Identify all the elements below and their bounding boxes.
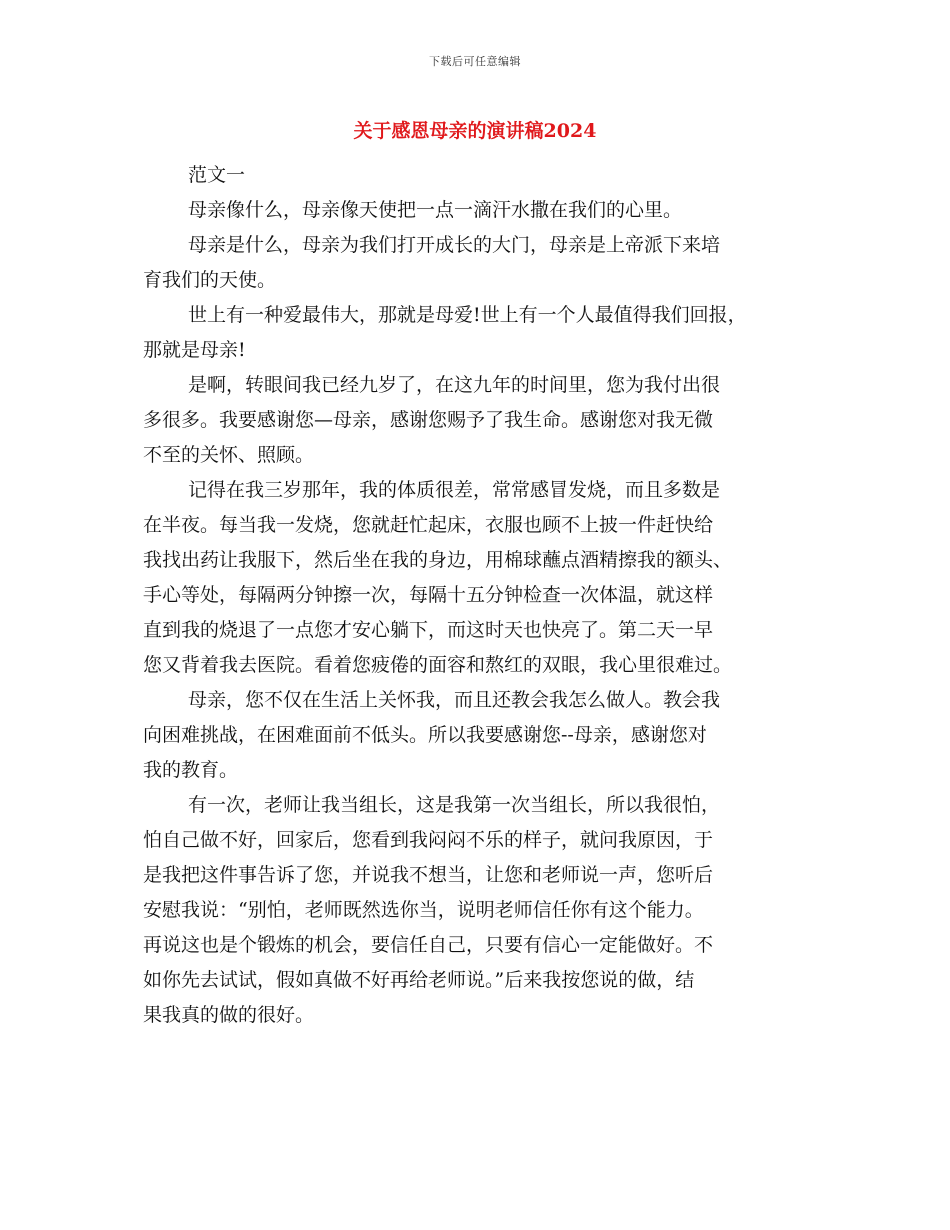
text-line: 多很多。我要感谢您—母亲，感谢您赐予了我生命。感谢您对我无微 [143, 409, 714, 431]
text-line: 是啊，转眼间我已经九岁了，在这九年的时间里，您为我付出很 [188, 374, 721, 396]
text-line: 母亲像什么，母亲像天使把一点一滴汗水撒在我们的心里。 [188, 199, 683, 221]
text-line: 果我真的做的很好。 [143, 1004, 315, 1026]
text-line: 安慰我说：“别怕，老师既然选你当，说明老师信任你有这个能力。 [143, 899, 704, 921]
text-line: 我的教育。 [143, 759, 239, 781]
text-line: 母亲是什么，母亲为我们打开成长的大门，母亲是上帝派下来培 [188, 234, 721, 256]
text-line: 直到我的烧退了一点您才安心躺下，而这时天也快亮了。第二天一早 [143, 619, 714, 641]
text-line: 是我把这件事告诉了您，并说我不想当，让您和老师说一声，您听后 [143, 864, 714, 886]
document-body [143, 158, 815, 1033]
document-title: 关于感恩母亲的演讲稿2024 [353, 120, 597, 142]
text-line: 在半夜。每当我一发烧，您就赶忙起床，衣服也顾不上披一件赶快给 [143, 514, 714, 536]
text-line: 再说这也是个锻炼的机会，要信任自己，只要有信心一定能做好。不 [143, 934, 714, 956]
page-header: 下载后可任意编辑 [429, 55, 521, 68]
text-line: 记得在我三岁那年，我的体质很差，常常感冒发烧，而且多数是 [188, 479, 721, 501]
text-line: 那就是母亲! [143, 339, 246, 361]
text-line: 您又背着我去医院。看着您疲倦的面容和熬红的双眼，我心里很难过。 [143, 654, 733, 676]
text-line: 母亲，您不仅在生活上关怀我，而且还教会我怎么做人。教会我 [188, 689, 721, 711]
text-line: 怕自己做不好，回家后，您看到我闷闷不乐的样子，就问我原因，于 [143, 829, 714, 851]
text-line: 我找出药让我服下，然后坐在我的身边，用棉球蘸点酒精擦我的额头、 [143, 549, 733, 571]
text-line: 手心等处，每隔两分钟擦一次，每隔十五分钟检查一次体温，就这样 [143, 584, 714, 606]
text-line: 范文一 [188, 164, 246, 186]
text-line: 育我们的天使。 [143, 269, 277, 291]
text-line: 向困难挑战，在困难面前不低头。所以我要感谢您--母亲，感谢您对 [143, 724, 707, 746]
text-line: 世上有一种爱最伟大，那就是母爱!世上有一个人最值得我们回报， [188, 304, 747, 326]
text-line: 有一次，老师让我当组长，这是我第一次当组长，所以我很怕， [188, 794, 721, 816]
text-line: 如你先去试试，假如真做不好再给老师说。”后来我按您说的做，结 [143, 969, 695, 991]
text-line: 不至的关怀、照顾。 [143, 444, 315, 466]
